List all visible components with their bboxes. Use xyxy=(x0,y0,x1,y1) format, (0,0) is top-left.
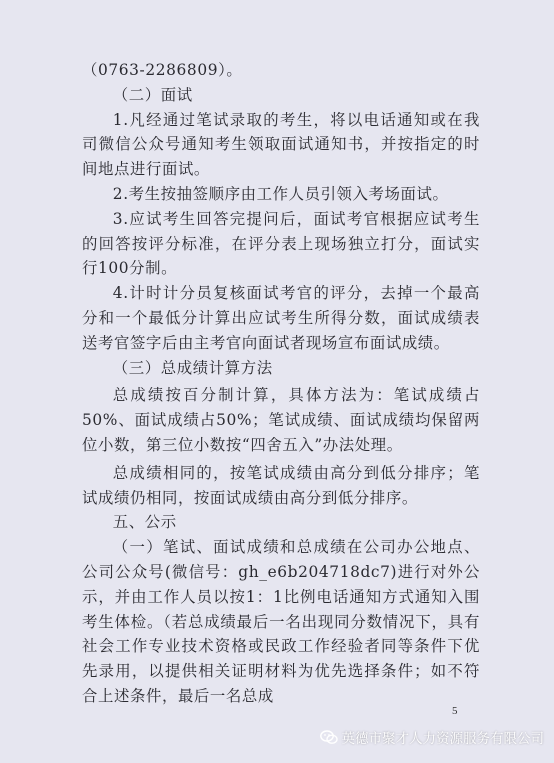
paragraph-interview-4: 4.计时计分员复核面试考官的评分，去掉一个最高分和一个最低分计算出应试考生所得分数，面试成绩表送考官签字后由主考官向面试者现场宣布面试成绩。 xyxy=(82,284,480,352)
watermark-text: 英德市聚才人力资源服务有限公司 xyxy=(341,731,544,747)
paragraph-interview-1: 1.凡经通过笔试录取的考生，将以电话通知或在我司微信公众号通知考生领取面试通知书，并按指定的时间地点进行面试。 xyxy=(82,110,480,179)
section-heading-publicity: 五、公示 xyxy=(112,513,177,532)
paragraph-interview-2: 2.考生按抽签顺序由工作人员引领入考场面试。 xyxy=(112,184,449,203)
phone-continuation: （0763-2286809）。 xyxy=(82,61,243,79)
section-heading-interview: （二）面试 xyxy=(112,85,193,104)
section-heading-total-score: （三）总成绩计算方法 xyxy=(112,358,273,377)
wechat-watermark xyxy=(320,727,545,747)
paragraph-publicity-1: （一）笔试、面试成绩和总成绩在公司办公地点、公司公众号(微信号：gh_e6b204718dc7)进行对外公示，并由工作人员以按1：1比例电话通知方式通知入围考生体检。（若总成绩最后一名出现同分数情况下，具有社会工作专业技术资格或民政工作经验者同等条件下优先录用，以提供相关证明材料为优先选择条件；如不符合上述条件，最后一名总成 xyxy=(82,538,480,705)
document-body xyxy=(82,58,480,709)
paragraph-total-score-method: 总成绩按百分制计算，具体方法为：笔试成绩占50%、面试成绩占50%；笔试成绩、面试成绩均保留两位小数，第三位小数按“四舍五入”办法处理。 xyxy=(82,386,480,454)
page-number: 5 xyxy=(452,705,458,717)
paragraph-tie-break: 总成绩相同的，按笔试成绩由高分到低分排序；笔试成绩仍相同，按面试成绩由高分到低分排序。 xyxy=(82,463,480,507)
paragraph-interview-3: 3.应试考生回答完提问后，面试考官根据应试考生的回答按评分标准，在评分表上现场独立打分，面试实行100分制。 xyxy=(82,209,480,278)
wechat-icon xyxy=(320,730,338,745)
